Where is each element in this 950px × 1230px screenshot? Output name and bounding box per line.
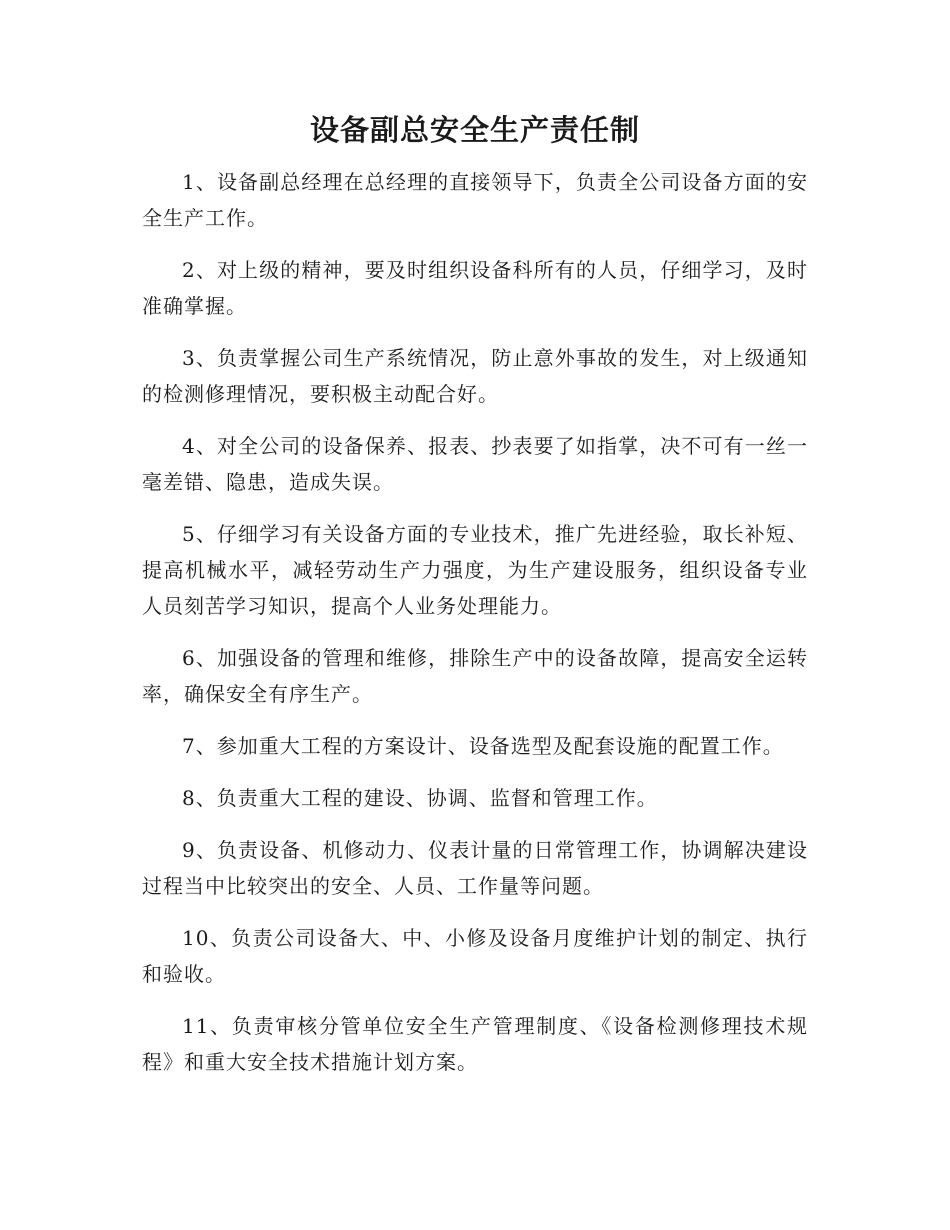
paragraph-2: 2、对上级的精神，要及时组织设备科所有的人员，仔细学习，及时准确掌握。: [142, 258, 808, 318]
paragraph-6: 6、加强设备的管理和维修，排除生产中的设备故障，提高安全运转率，确保安全有序生产。: [142, 646, 808, 706]
paragraph-5: 5、仔细学习有关设备方面的专业技术，推广先进经验，取长补短、提高机械水平，减轻劳动生产力强度，为生产建设服务，组织设备专业人员刻苦学习知识，提高个人业务处理能力。: [142, 522, 808, 618]
paragraph-3: 3、负责掌握公司生产系统情况，防止意外事故的发生，对上级通知的检测修理情况，要积极主动配合好。: [142, 346, 808, 406]
paragraph-11: 11、负责审核分管单位安全生产管理制度、《设备检测修理技术规程》和重大安全技术措施计划方案。: [142, 1014, 808, 1074]
paragraph-4: 4、对全公司的设备保养、报表、抄表要了如指掌，决不可有一丝一毫差错、隐患，造成失误。: [142, 434, 808, 494]
paragraph-9: 9、负责设备、机修动力、仪表计量的日常管理工作，协调解决建设过程当中比较突出的安全、人员、工作量等问题。: [142, 838, 808, 898]
document-title: 设备副总安全生产责任制: [309, 113, 640, 147]
paragraph-1: 1、设备副总经理在总经理的直接领导下，负责全公司设备方面的安全生产工作。: [142, 170, 808, 230]
paragraph-8: 8、负责重大工程的建设、协调、监督和管理工作。: [182, 786, 658, 810]
document-body: [142, 164, 808, 1096]
paragraph-7: 7、参加重大工程的方案设计、设备选型及配套设施的配置工作。: [182, 734, 784, 758]
paragraph-10: 10、负责公司设备大、中、小修及设备月度维护计划的制定、执行和验收。: [142, 926, 808, 986]
